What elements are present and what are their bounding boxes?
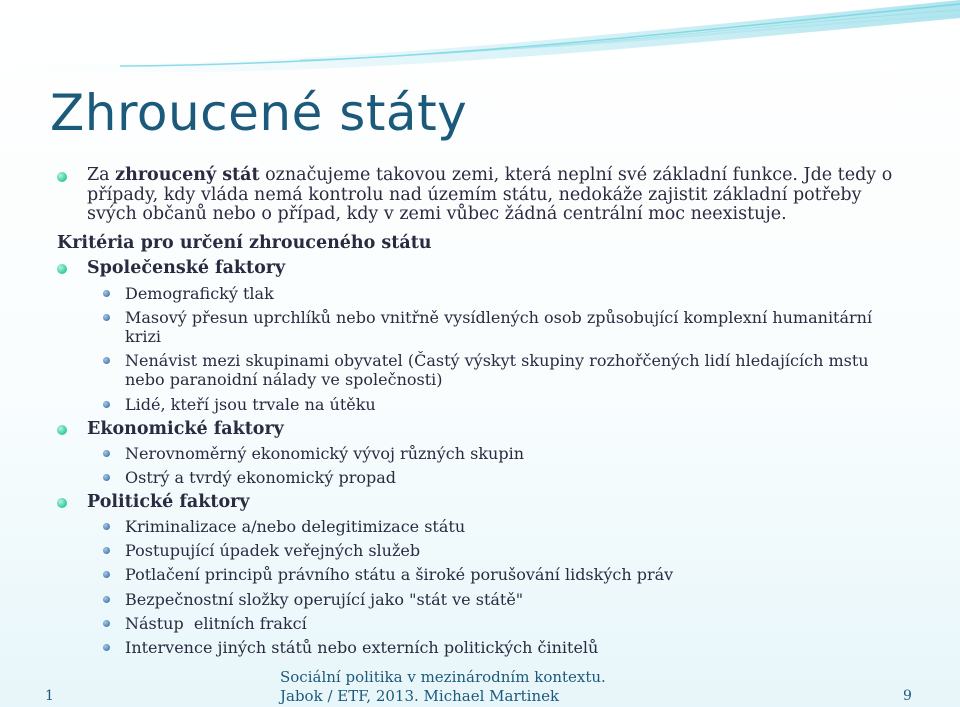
bullet-level2-icon: [103, 547, 110, 554]
political-factors-heading: Politické faktory: [87, 492, 250, 512]
bullet-level2-icon: [103, 620, 110, 627]
political-item: Postupující úpadek veřejných služeb: [125, 541, 421, 560]
slide-title: Zhroucené státy: [50, 84, 468, 142]
economic-item: Ostrý a tvrdý ekonomický propad: [125, 468, 396, 487]
footer-line2: Jabok / ETF, 2013. Michael Martinek: [280, 687, 560, 705]
social-item: Nenávist mezi skupinami obyvatel (Častý výskyt skupiny rozhořčených lidí hledajících mstu nebo paranoidní nálady ve společnosti): [125, 351, 869, 389]
bullet-level1-icon: [57, 172, 67, 182]
left-number: 1: [45, 688, 54, 704]
social-item: Demografický tlak: [125, 284, 274, 303]
political-item: Potlačení principů právního státu a široké porušování lidských práv: [125, 565, 674, 584]
bullet-level2-icon: [103, 314, 110, 321]
decorative-swoosh: [0, 0, 960, 80]
political-item: Nástup elitních frakcí: [125, 614, 307, 633]
intro-keyword: zhroucený stát: [115, 165, 260, 185]
political-item: Intervence jiných států nebo externích politických činitelů: [125, 638, 599, 657]
bullet-level2-icon: [103, 401, 110, 408]
bullet-level2-icon: [103, 596, 110, 603]
economic-item: Nerovnoměrný ekonomický vývoj různých skupin: [125, 444, 524, 463]
bullet-level2-icon: [103, 523, 110, 530]
economic-factors-heading: Ekonomické faktory: [87, 419, 284, 439]
bullet-level1-icon: [57, 498, 67, 508]
social-factors-heading: Společenské faktory: [87, 258, 286, 278]
bullet-level2-icon: [103, 571, 110, 578]
bullet-level2-icon: [103, 644, 110, 651]
social-item: Masový přesun uprchlíků nebo vnitřně vysídlených osob způsobující komplexní humanitární krizi: [125, 308, 873, 346]
bullet-level2-icon: [103, 474, 110, 481]
political-item: Bezpečnostní složky operující jako "stát ve státě": [125, 590, 524, 609]
bullet-level2-icon: [103, 357, 110, 364]
bullet-level1-icon: [57, 425, 67, 435]
political-item: Kriminalizace a/nebo delegitimizace státu: [125, 517, 466, 536]
page-number: 9: [903, 688, 912, 704]
bullet-level2-icon: [103, 290, 110, 297]
bullet-level2-icon: [103, 450, 110, 457]
bullet-level1-icon: [57, 264, 67, 274]
intro-paragraph: Za zhroucený stát označujeme takovou zemi, která neplní své základní funkce. Jde tedy o případy, kdy vláda nemá kontrolu nad územím státu, nedokáže zajistit základní potřeby svých občanů nebo o případ, kdy v zemi vůbec žádná centrální moc neexistuje.: [87, 165, 893, 224]
footer-line1: Sociální politika v mezinárodním kontextu.: [280, 668, 606, 686]
slide-footer: [280, 668, 700, 706]
criteria-heading: Kritéria pro určení zhrouceného státu: [57, 233, 432, 253]
social-item: Lidé, kteří jsou trvale na útěku: [125, 395, 376, 414]
